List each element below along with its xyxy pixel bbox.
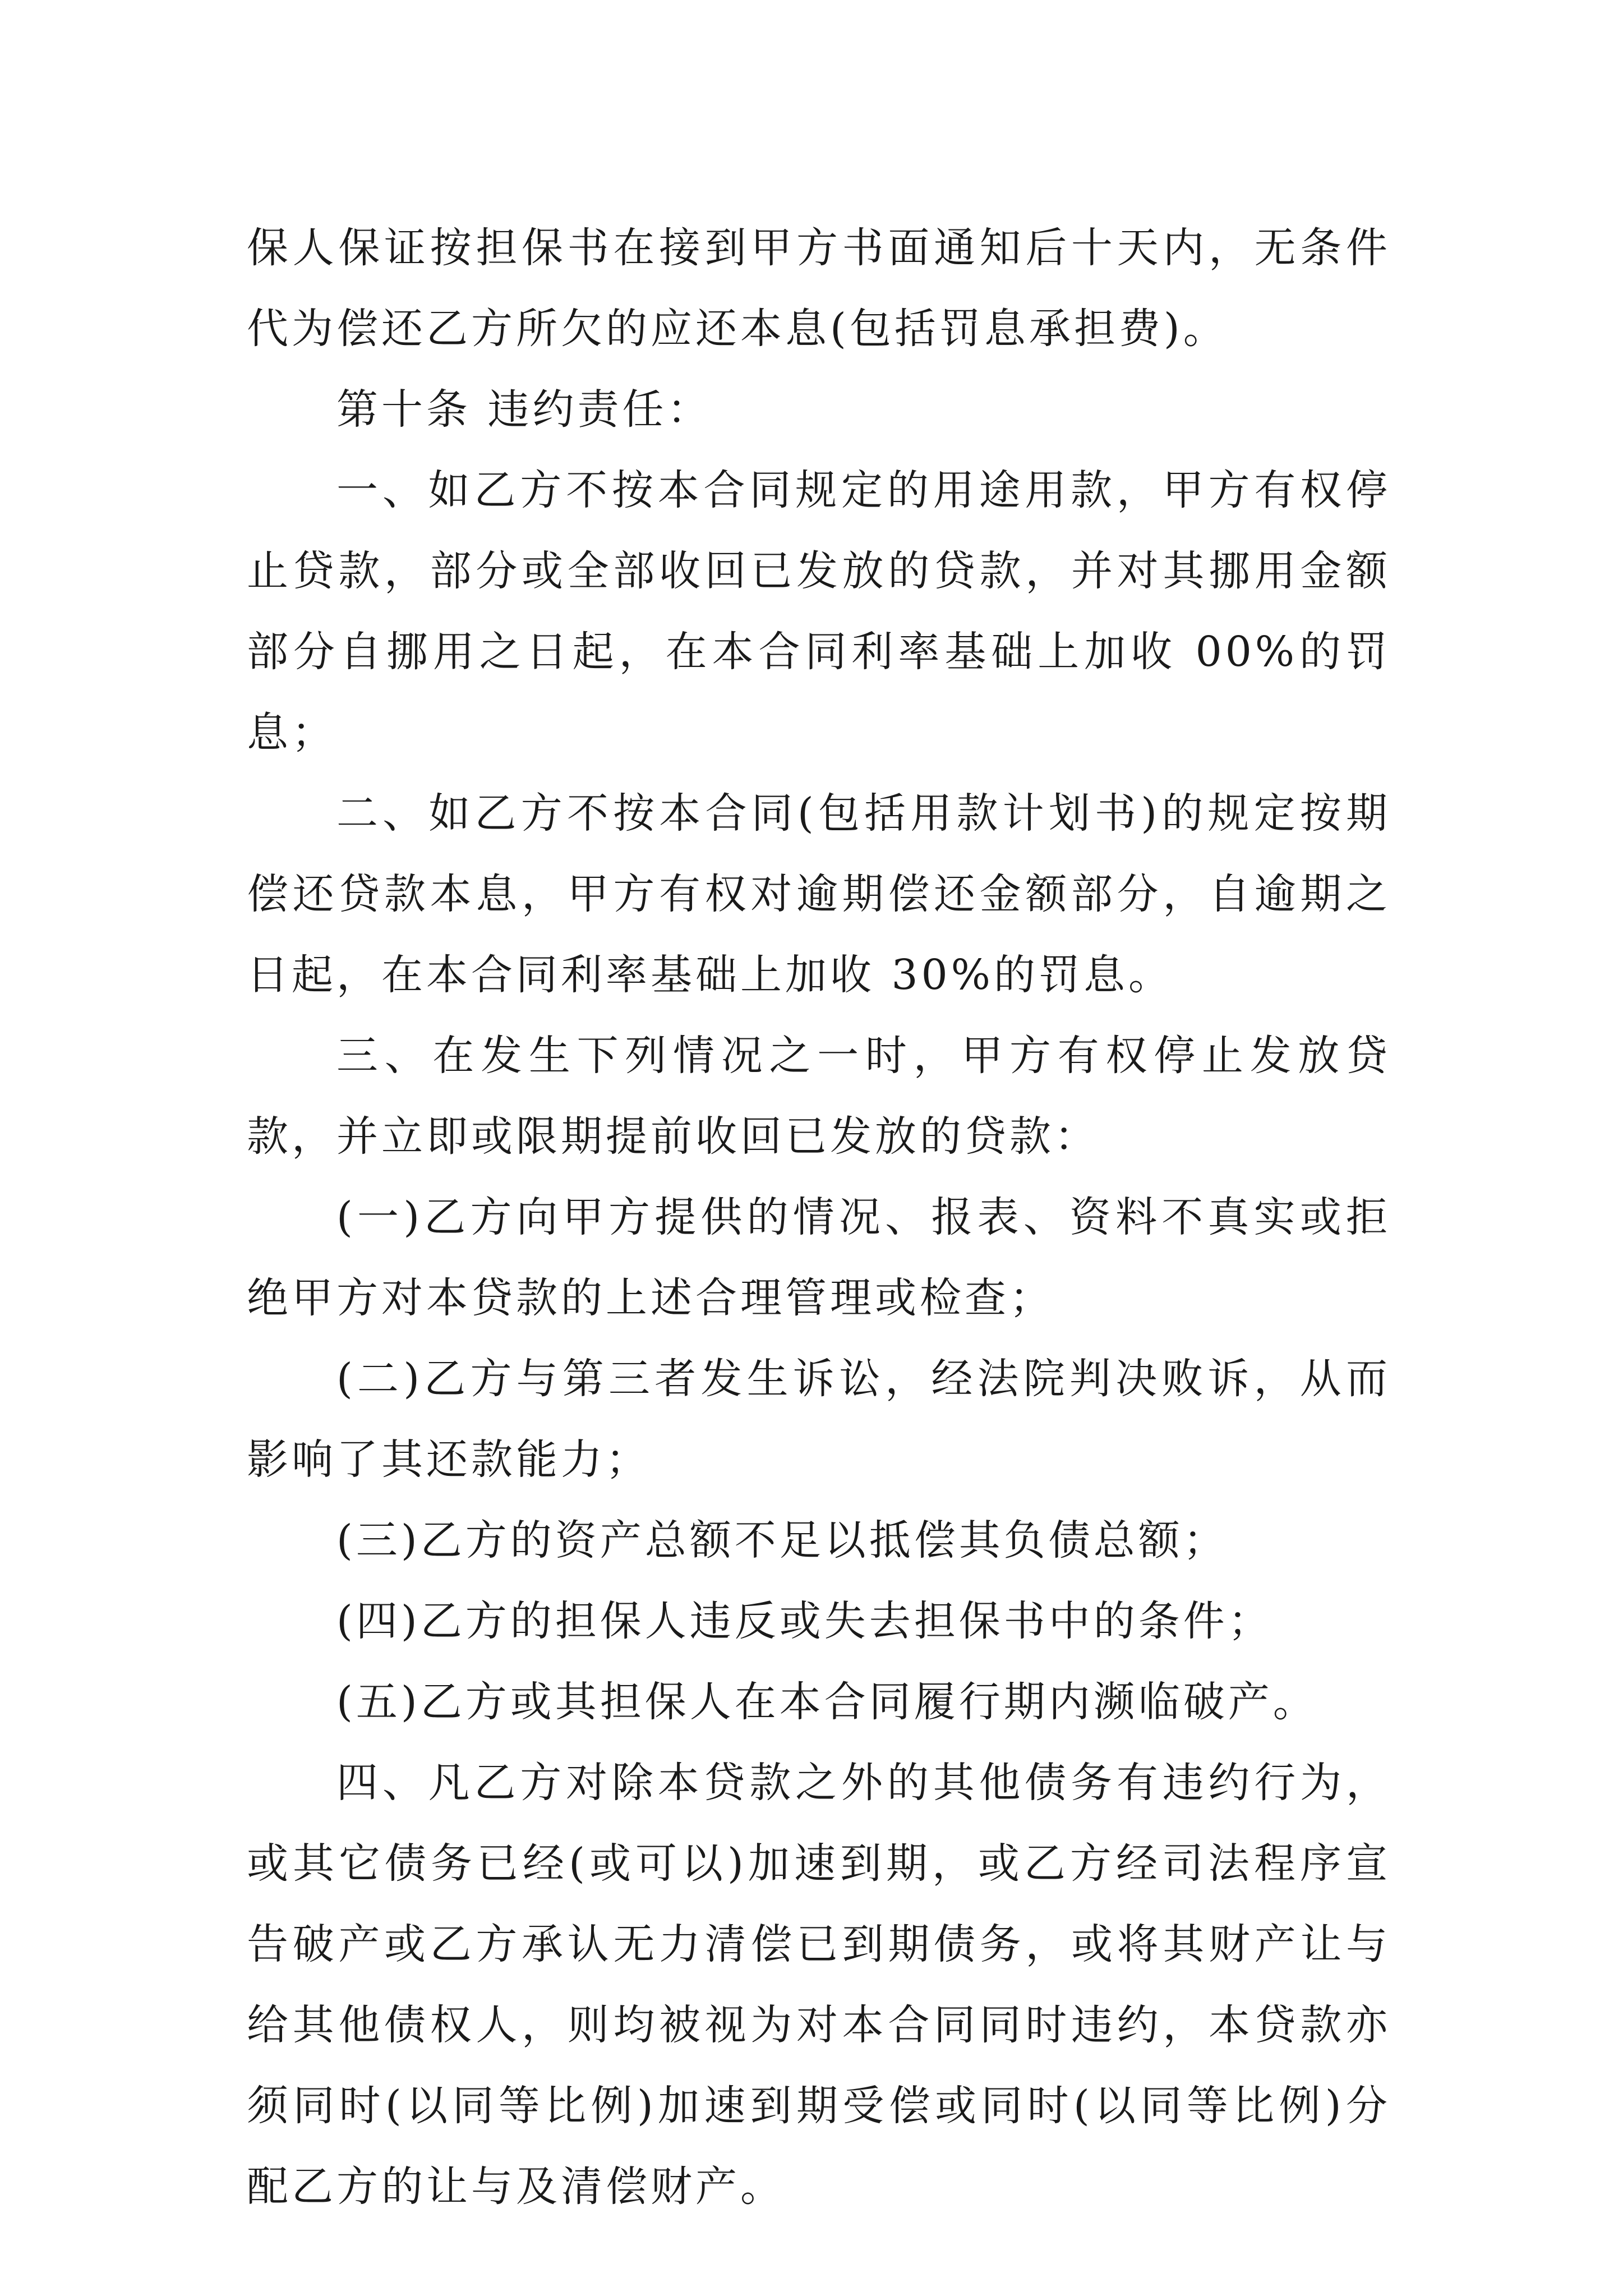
paragraph-overdue-penalty: 二、如乙方不按本合同(包括用款计划书)的规定按期偿还贷款本息，甲方有权对逾期偿还金额部分，自逾期之日起，在本合同利率基础上加收 30%的罚息。 (247, 789, 1391, 999)
condition-item-3: (三)乙方的资产总额不足以抵偿其负债总额； (336, 1516, 1228, 1565)
condition-item-5: (五)乙方或其担保人在本合同履行期内濒临破产。 (336, 1678, 1318, 1726)
article-ten-heading: 第十条 违约责任： (336, 385, 712, 434)
paragraph-stop-loan-conditions: 三、在发生下列情况之一时，甲方有权停止发放贷款，并立即或限期提前收回已发放的贷款： (247, 1032, 1391, 1161)
condition-item-4: (四)乙方的担保人违反或失去担保书中的条件； (336, 1597, 1273, 1645)
contract-body (247, 208, 1391, 2227)
paragraph-guarantee-continuation: 保人保证按担保书在接到甲方书面通知后十天内，无条件代为偿还乙方所欠的应还本息(包括罚息承担费)。 (247, 224, 1391, 353)
paragraph-misuse-penalty: 一、如乙方不按本合同规定的用途用款，甲方有权停止贷款，部分或全部收回已发放的贷款，并对其挪用金额部分自挪用之日起，在本合同利率基础上加收 00%的罚息； (247, 466, 1391, 757)
condition-item-2: (二)乙方与第三者发生诉讼，经法院判决败诉，从而影响了其还款能力； (247, 1355, 1391, 1484)
paragraph-cross-default: 四、凡乙方对除本贷款之外的其他债务有违约行为，或其它债务已经(或可以)加速到期，或乙方经司法程序宣告破产或乙方承认无力清偿已到期债务，或将其财产让与给其他债权人，则均被视为对本合同同时违约，本贷款亦须同时(以同等比例)加速到期受偿或同时(以同等比例)分配乙方的让与及清偿财产。 (247, 1759, 1391, 2211)
condition-item-1: (一)乙方向甲方提供的情况、报表、资料不真实或拒绝甲方对本贷款的上述合理管理或检查； (247, 1193, 1391, 1322)
